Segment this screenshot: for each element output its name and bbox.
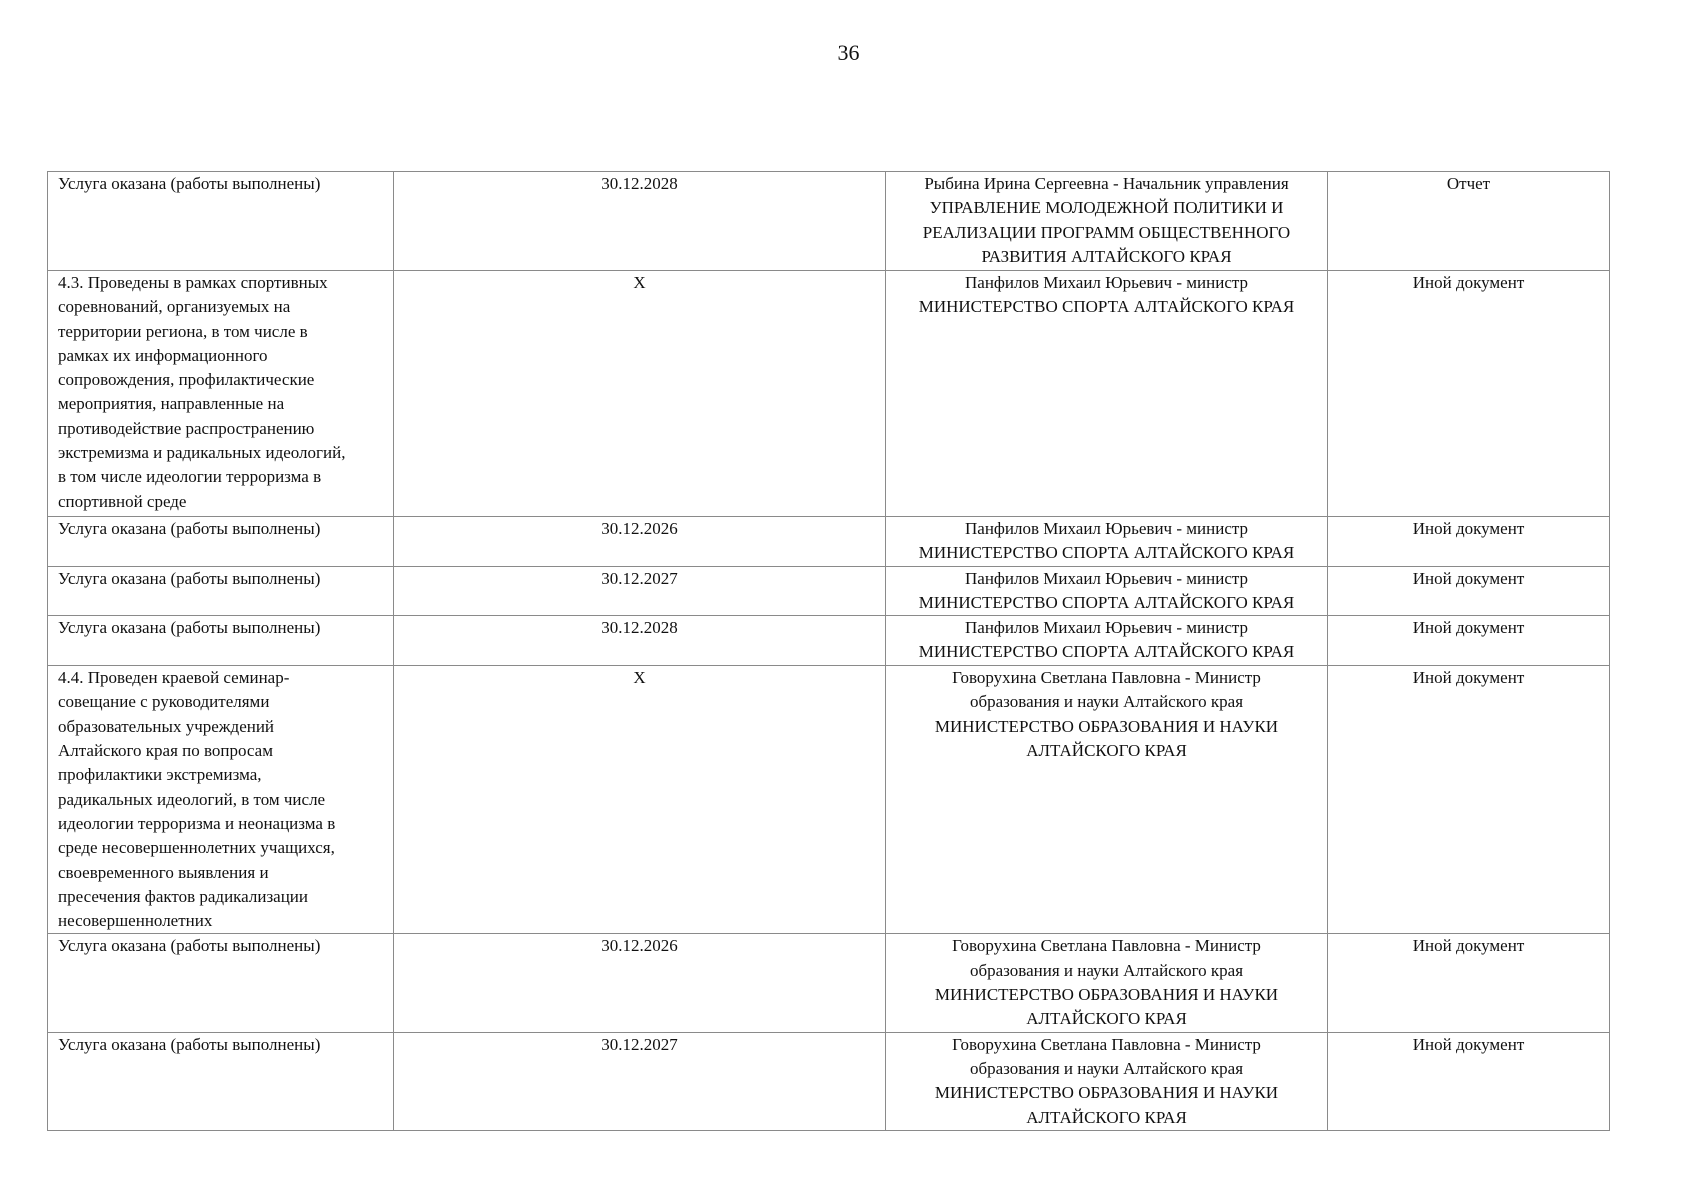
table-row <box>48 1032 1610 1130</box>
result-line: радикальных идеологий, в том числе <box>58 789 326 809</box>
responsible-line: МИНИСТЕРСТВО ОБРАЗОВАНИЯ И НАУКИ <box>934 716 1279 736</box>
document-cell: Иной документ <box>1328 517 1610 567</box>
responsible-line: МИНИСТЕРСТВО СПОРТА АЛТАЙСКОГО КРАЯ <box>918 297 1295 317</box>
responsible-line: Панфилов Михаил Юрьевич - министр <box>965 273 1248 292</box>
date-cell: X <box>394 666 886 934</box>
responsible-line: образования и науки Алтайского края <box>969 1058 1244 1078</box>
result-cell: Услуга оказана (работы выполнены) <box>48 172 394 271</box>
result-line: соревнований, организуемых на <box>58 297 291 317</box>
document-cell: Иной документ <box>1328 666 1610 934</box>
result-cell <box>48 666 394 934</box>
responsible-line: Рыбина Ирина Сергеевна - Начальник управления <box>924 174 1289 193</box>
date-cell: 30.12.2027 <box>394 1032 886 1130</box>
result-line: идеологии терроризма и неонацизма в <box>58 813 336 833</box>
responsible-line: АЛТАЙСКОГО КРАЯ <box>1026 1009 1187 1029</box>
responsible-cell <box>886 616 1328 666</box>
result-line: совещание с руководителями <box>58 692 270 712</box>
result-cell: Услуга оказана (работы выполнены) <box>48 566 394 616</box>
responsible-line: АЛТАЙСКОГО КРАЯ <box>1026 741 1187 761</box>
results-table <box>47 171 1610 1131</box>
result-cell: Услуга оказана (работы выполнены) <box>48 616 394 666</box>
table-row <box>48 271 1610 517</box>
table-row <box>48 172 1610 271</box>
table-row <box>48 616 1610 666</box>
responsible-line: МИНИСТЕРСТВО СПОРТА АЛТАЙСКОГО КРАЯ <box>918 592 1295 612</box>
document-cell: Иной документ <box>1328 616 1610 666</box>
responsible-cell <box>886 172 1328 271</box>
result-line: 4.3. Проведены в рамках спортивных <box>58 273 328 292</box>
table-row <box>48 666 1610 934</box>
responsible-line: УПРАВЛЕНИЕ МОЛОДЕЖНОЙ ПОЛИТИКИ И <box>929 198 1284 218</box>
table-row <box>48 934 1610 1032</box>
document-cell: Иной документ <box>1328 934 1610 1032</box>
result-line: сопровождения, профилактические <box>58 370 315 390</box>
responsible-line: МИНИСТЕРСТВО ОБРАЗОВАНИЯ И НАУКИ <box>934 985 1279 1005</box>
responsible-cell <box>886 271 1328 517</box>
responsible-line: МИНИСТЕРСТВО СПОРТА АЛТАЙСКОГО КРАЯ <box>918 642 1295 662</box>
document-cell: Иной документ <box>1328 1032 1610 1130</box>
result-line: образовательных учреждений <box>58 716 275 736</box>
document-cell: Иной документ <box>1328 566 1610 616</box>
responsible-line: Панфилов Михаил Юрьевич - министр <box>965 568 1248 588</box>
responsible-line: образования и науки Алтайского края <box>969 692 1244 712</box>
responsible-line: РЕАЛИЗАЦИИ ПРОГРАММ ОБЩЕСТВЕННОГО <box>922 222 1291 242</box>
result-line: несовершеннолетних <box>58 911 213 931</box>
responsible-cell <box>886 566 1328 616</box>
page-number: 36 <box>837 40 860 65</box>
responsible-cell <box>886 666 1328 934</box>
result-line: противодействие распространению <box>58 418 315 438</box>
responsible-line: МИНИСТЕРСТВО ОБРАЗОВАНИЯ И НАУКИ <box>934 1083 1279 1103</box>
result-line: рамках их информационного <box>58 345 268 365</box>
result-line: спортивной среде <box>58 491 187 511</box>
result-line: в том числе идеологии терроризма в <box>58 467 322 487</box>
result-line: 4.4. Проведен краевой семинар- <box>58 668 290 688</box>
result-cell: Услуга оказана (работы выполнены) <box>48 1032 394 1130</box>
result-cell: Услуга оказана (работы выполнены) <box>48 517 394 567</box>
document-cell: Иной документ <box>1328 271 1610 517</box>
responsible-cell <box>886 1032 1328 1130</box>
date-cell: 30.12.2028 <box>394 172 886 271</box>
responsible-cell <box>886 517 1328 567</box>
responsible-line: Говорухина Светлана Павловна - Министр <box>952 936 1261 956</box>
responsible-line: Панфилов Михаил Юрьевич - министр <box>965 618 1248 638</box>
responsible-line: РАЗВИТИЯ АЛТАЙСКОГО КРАЯ <box>981 246 1232 266</box>
date-cell: 30.12.2028 <box>394 616 886 666</box>
table-row <box>48 566 1610 616</box>
result-line: мероприятия, направленные на <box>58 394 285 414</box>
result-line: среде несовершеннолетних учащихся, <box>58 838 335 858</box>
result-line: пресечения фактов радикализации <box>58 886 309 906</box>
result-line: экстремизма и радикальных идеологий, <box>58 443 346 463</box>
document-cell: Отчет <box>1328 172 1610 271</box>
result-line: профилактики экстремизма, <box>58 765 262 785</box>
date-cell: 30.12.2026 <box>394 517 886 567</box>
responsible-line: АЛТАЙСКОГО КРАЯ <box>1026 1107 1187 1127</box>
date-cell: 30.12.2026 <box>394 934 886 1032</box>
responsible-cell <box>886 934 1328 1032</box>
responsible-line: образования и науки Алтайского края <box>969 960 1244 980</box>
responsible-line: Говорухина Светлана Павловна - Министр <box>952 668 1261 688</box>
responsible-line: МИНИСТЕРСТВО СПОРТА АЛТАЙСКОГО КРАЯ <box>918 543 1295 563</box>
result-cell: Услуга оказана (работы выполнены) <box>48 934 394 1032</box>
result-line: своевременного выявления и <box>58 862 269 882</box>
table-row <box>48 517 1610 567</box>
result-cell <box>48 271 394 517</box>
date-cell: X <box>394 271 886 517</box>
responsible-line: Говорухина Светлана Павловна - Министр <box>952 1034 1261 1054</box>
date-cell: 30.12.2027 <box>394 566 886 616</box>
result-line: Алтайского края по вопросам <box>58 741 273 761</box>
responsible-line: Панфилов Михаил Юрьевич - министр <box>965 519 1248 538</box>
result-line: территории региона, в том числе в <box>58 321 308 341</box>
